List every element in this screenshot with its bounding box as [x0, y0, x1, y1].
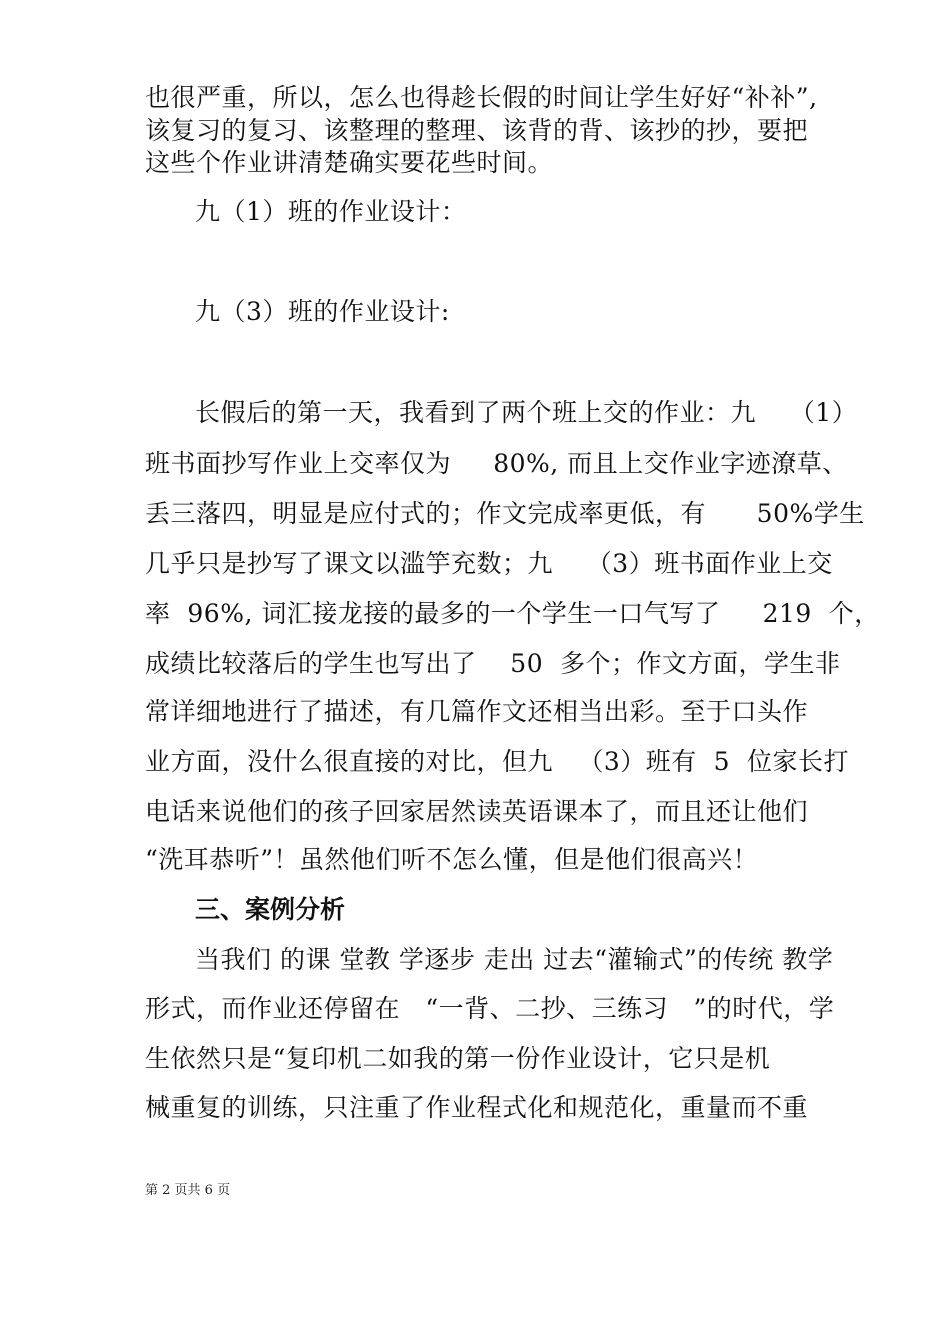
section-heading: 三、案例分析 — [195, 895, 346, 924]
paragraph-line: 几乎只是抄写了课文以滥竽充数；九 （3）班书面作业上交 — [145, 549, 833, 578]
class-1-homework-label: 九（1）班的作业设计： — [195, 197, 467, 226]
class-3-homework-label: 九（3）班的作业设计: — [195, 297, 450, 326]
paragraph-line: 成绩比较落后的学生也写出了 50 多个；作文方面，学生非 — [145, 649, 841, 678]
paragraph-line: 这些个作业讲清楚确实要花些时间。 — [145, 148, 554, 177]
paragraph-line: 电话来说他们的孩子回家居然读英语课本了，而且还让他们 — [145, 797, 809, 826]
paragraph-line: 该复习的复习、该整理的整理、该背的背、该抄的抄，要把 — [145, 116, 809, 145]
paragraph-line: 丢三落四，明显是应付式的；作文完成率更低，有 50%学生 — [145, 499, 865, 528]
paragraph-line: 班书面抄写作业上交率仅为 80%, 而且上交作业字迹潦草、 — [145, 449, 848, 478]
analysis-line: 形式，而作业还停留在 “一背、二抄、三练习 ”的时代，学 — [145, 994, 835, 1023]
paragraph-line: 长假后的第一天，我看到了两个班上交的作业：九 （1） — [195, 398, 858, 427]
analysis-line: 生依然只是“复印机二如我的第一份作业设计，它只是机 — [145, 1044, 771, 1073]
paragraph-line: 常详细地进行了描述，有几篇作文还相当出彩。至于口头作 — [145, 697, 809, 726]
paragraph-line: 业方面，没什么很直接的对比，但九 （3）班有 5 位家长打 — [145, 747, 849, 776]
paragraph-line: 也很严重，所以，怎么也得趁长假的时间让学生好好“补补”, — [145, 83, 818, 112]
paragraph-line: “洗耳恭听”！虽然他们听不怎么懂，但是他们很高兴！ — [145, 845, 759, 874]
page-footer: 第 2 页共 6 页 — [145, 1183, 231, 1198]
analysis-line: 械重复的训练，只注重了作业程式化和规范化，重量而不重 — [145, 1093, 809, 1122]
analysis-line: 当我们 的课 堂教 学逐步 走出 过去“灌输式”的传统 教学 — [195, 945, 834, 974]
paragraph-line: 率 96%, 词汇接龙接的最多的一个学生一口气写了 219 个， — [145, 599, 880, 628]
